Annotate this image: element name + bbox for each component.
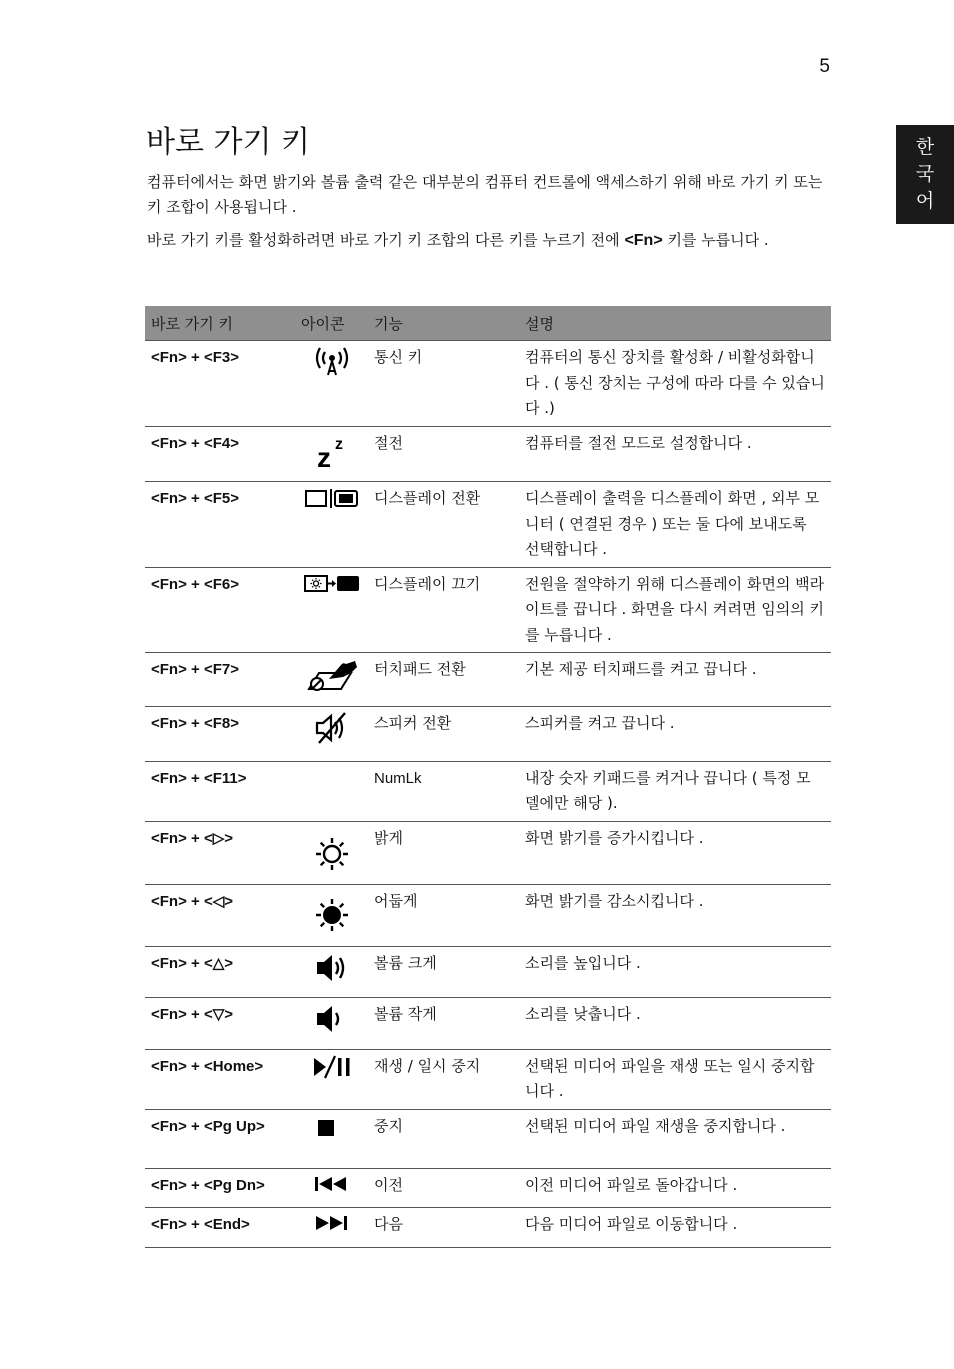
table-row [145,1208,831,1248]
function-cell: 어둡게 [368,885,519,947]
hotkey-cell: <Fn> + <F3> [145,341,295,427]
next-icon [312,1212,352,1234]
description-cell: 스피커를 켜고 끕니다 . [519,706,831,761]
activation-text-before: 바로 가기 키를 활성화하려면 바로 가기 키 조합의 다른 키를 누르기 전에 [147,231,625,249]
function-cell: 밝게 [368,821,519,885]
intro-paragraph: 컴퓨터에서는 화면 밝기와 볼륨 출력 같은 대부분의 컴퓨터 컨트롤에 액세스하기 위해 바로 가기 키 또는 키 조합이 사용됩니다 . [147,173,823,216]
hotkey-cell: <Fn> + <▽> [145,998,295,1050]
touchpad-toggle-icon [305,657,359,693]
display-off-icon [303,572,361,596]
function-cell: 통신 키 [368,341,519,427]
stop-icon [312,1114,352,1140]
function-cell: 이전 [368,1168,519,1208]
volume-down-icon [314,1002,350,1036]
hotkey-cell: <Fn> + <F7> [145,653,295,707]
table-row [145,1049,831,1109]
sleep-icon [315,431,349,469]
table-row [145,998,831,1050]
display-toggle-icon [304,486,360,510]
play-pause-icon [311,1054,353,1080]
function-cell: 터치패드 전환 [368,653,519,707]
hotkey-cell: <Fn> + <◁> [145,885,295,947]
language-tab-char: 한 [915,136,935,158]
table-row [145,706,831,761]
description-cell: 컴퓨터의 통신 장치를 활성화 / 비활성화합니다 . ( 통신 장치는 구성에 따라 다를 수 있습니다 .) [519,341,831,427]
function-cell: 절전 [368,426,519,482]
description-cell: 전원을 절약하기 위해 디스플레이 화면의 백라이트를 끕니다 . 화면을 다시 켜려면 임의의 키를 누릅니다 . [519,567,831,653]
table-row [145,761,831,821]
description-cell: 화면 밝기를 감소시킵니다 . [519,885,831,947]
table-row [145,482,831,568]
hotkey-cell: <Fn> + <F11> [145,761,295,821]
description-cell: 선택된 미디어 파일을 재생 또는 일시 중지합니다 . [519,1049,831,1109]
hotkey-table [145,306,831,1248]
table-row [145,946,831,998]
hotkey-cell: <Fn> + <Pg Up> [145,1109,295,1168]
function-cell: 볼륨 크게 [368,946,519,998]
svg-text:z: z [334,435,343,453]
header-function: 기능 [368,306,519,341]
page-number: 5 [819,56,830,77]
function-cell: 재생 / 일시 중지 [368,1049,519,1109]
language-tab [896,125,954,224]
speaker-mute-icon [313,711,351,745]
hotkey-cell: <Fn> + <F5> [145,482,295,568]
description-cell: 화면 밝기를 증가시킵니다 . [519,821,831,885]
function-cell: 볼륨 작게 [368,998,519,1050]
function-cell: 중지 [368,1109,519,1168]
svg-text:z: z [316,441,331,469]
function-cell: 다음 [368,1208,519,1248]
table-row [145,426,831,482]
description-cell: 소리를 낮춥니다 . [519,998,831,1050]
description-cell: 소리를 높입니다 . [519,946,831,998]
header-icon: 아이콘 [295,306,368,341]
header-description: 설명 [519,306,831,341]
hotkey-cell: <Fn> + <△> [145,946,295,998]
hotkey-cell: <Fn> + <F4> [145,426,295,482]
table-row [145,341,831,427]
wireless-icon [312,345,352,379]
function-cell: NumLk [368,761,519,821]
description-cell: 선택된 미디어 파일 재생을 중지합니다 . [519,1109,831,1168]
function-cell: 디스플레이 전환 [368,482,519,568]
description-cell: 다음 미디어 파일로 이동합니다 . [519,1208,831,1248]
activation-paragraph [147,228,837,253]
table-row [145,567,831,653]
description-cell: 내장 숫자 키패드를 켜거나 끕니다 ( 특정 모델에만 해당 ). [519,761,831,821]
table-row [145,653,831,707]
table-row [145,885,831,947]
description-cell: 기본 제공 터치패드를 켜고 끕니다 . [519,653,831,707]
function-cell: 스피커 전환 [368,706,519,761]
language-tab-char: 국 [915,163,935,185]
empty-icon-cell [295,761,368,821]
description-cell: 디스플레이 출력을 디스플레이 화면 , 외부 모니터 ( 연결된 경우 ) 또는 둘 다에 보내도록 선택합니다 . [519,482,831,568]
description-cell: 컴퓨터를 절전 모드로 설정합니다 . [519,426,831,482]
header-hotkey: 바로 가기 키 [145,306,295,341]
hotkey-cell: <Fn> + <Pg Dn> [145,1168,295,1208]
hotkey-cell: <Fn> + <F8> [145,706,295,761]
hotkey-cell: <Fn> + <End> [145,1208,295,1248]
language-tab-char: 어 [915,190,935,212]
brightness-up-icon [314,836,350,872]
description-cell: 이전 미디어 파일로 돌아갑니다 . [519,1168,831,1208]
hotkey-cell: <Fn> + <▷> [145,821,295,885]
activation-text-after: 키를 누릅니다 . [662,231,769,249]
page-title: 바로 가기 키 [146,125,310,160]
fn-key-label: <Fn> [624,232,663,249]
function-cell: 디스플레이 끄기 [368,567,519,653]
hotkey-cell: <Fn> + <Home> [145,1049,295,1109]
previous-icon [312,1173,352,1195]
hotkey-cell: <Fn> + <F6> [145,567,295,653]
table-row [145,1109,831,1168]
brightness-down-icon [314,897,350,933]
table-row [145,1168,831,1208]
volume-up-icon [314,951,350,985]
table-header-row [145,306,831,341]
table-row [145,821,831,885]
